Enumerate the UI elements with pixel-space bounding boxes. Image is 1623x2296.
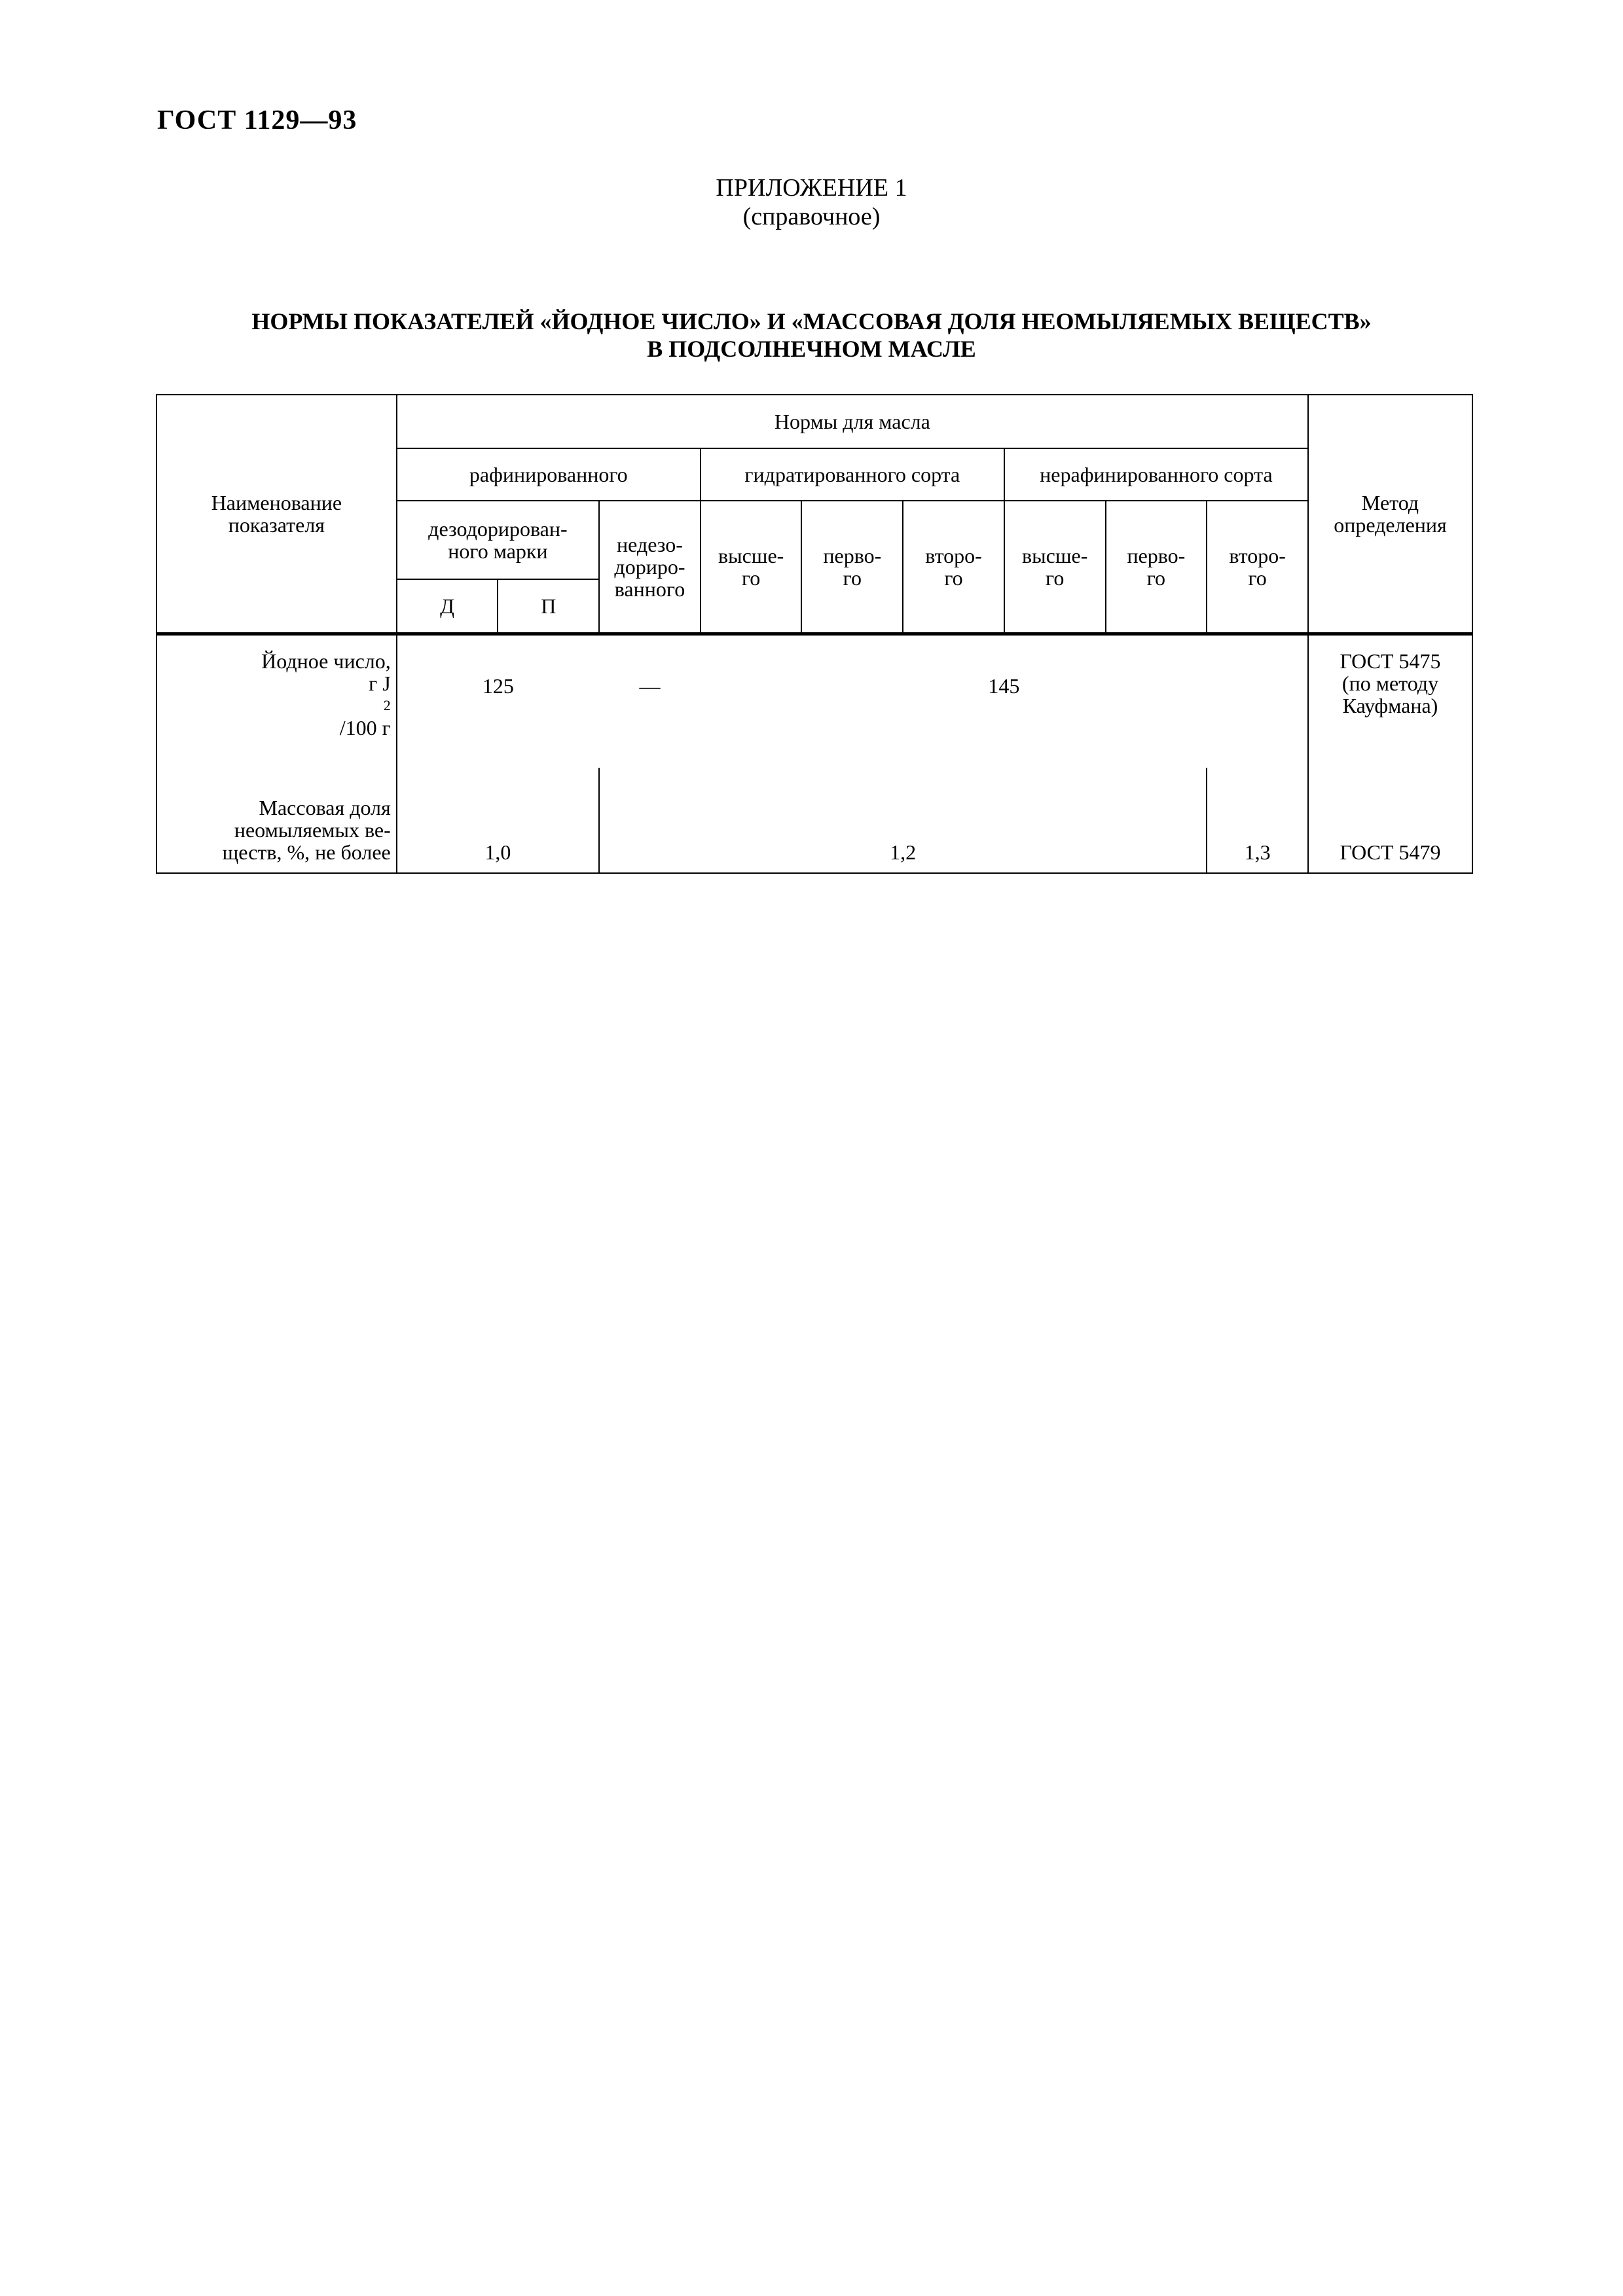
method-unsaponifiable: ГОСТ 5479 xyxy=(1308,768,1472,873)
header-unrefined: нерафинированного сорта xyxy=(1004,448,1308,501)
header-hydrated: гидратированного сорта xyxy=(701,448,1004,501)
header-unrefined-top: высше- го xyxy=(1004,501,1106,634)
table-row xyxy=(156,634,1472,768)
value-iodine-nondeodorized: — xyxy=(599,634,701,768)
value-unsap-last: 1,3 xyxy=(1207,768,1308,873)
header-nondeodorized: недезо- дориро- ванного xyxy=(599,501,701,634)
title-line-2: В ПОДСОЛНЕЧНОМ МАСЛЕ xyxy=(647,336,976,362)
header-indicator-name: Наименование показателя xyxy=(156,395,397,634)
header-deodorized: дезодорирован- ного марки xyxy=(397,501,599,579)
header-hydrated-second: второ- го xyxy=(903,501,1004,634)
row-name-iodine: Йодное число, г J 2 /100 г xyxy=(156,634,397,768)
document-number: ГОСТ 1129—93 xyxy=(157,105,357,135)
header-hydrated-top: высше- го xyxy=(701,501,802,634)
appendix-label: ПРИЛОЖЕНИЕ 1 xyxy=(716,174,907,202)
header-mark-d: Д xyxy=(397,579,498,634)
norms-table xyxy=(156,394,1473,874)
method-iodine: ГОСТ 5475 (по методу Кауфмана) xyxy=(1308,634,1472,768)
appendix-note: (справочное) xyxy=(742,203,881,230)
value-iodine-deodorized: 125 xyxy=(397,634,599,768)
value-unsap-deodorized: 1,0 xyxy=(397,768,599,873)
value-unsap-middle: 1,2 xyxy=(599,768,1207,873)
appendix-heading xyxy=(0,173,1623,231)
title-line-1: НОРМЫ ПОКАЗАТЕЛЕЙ «ЙОДНОЕ ЧИСЛО» И «МАССОВАЯ ДОЛЯ НЕОМЫЛЯЕМЫХ ВЕЩЕСТВ» xyxy=(251,308,1372,334)
value-iodine-other-grades: 145 xyxy=(701,634,1308,768)
header-unrefined-first: перво- го xyxy=(1106,501,1207,634)
header-hydrated-first: перво- го xyxy=(801,501,903,634)
header-unrefined-second: второ- го xyxy=(1207,501,1308,634)
header-method: Метод определения xyxy=(1308,395,1472,634)
document-title xyxy=(0,308,1623,363)
header-mark-p: П xyxy=(498,579,599,634)
table-row xyxy=(156,768,1472,873)
row-name-unsaponifiable: Массовая доля неомыляемых ве- ществ, %, не более xyxy=(156,768,397,873)
header-refined: рафинированного xyxy=(397,448,701,501)
header-norms: Нормы для масла xyxy=(397,395,1308,448)
